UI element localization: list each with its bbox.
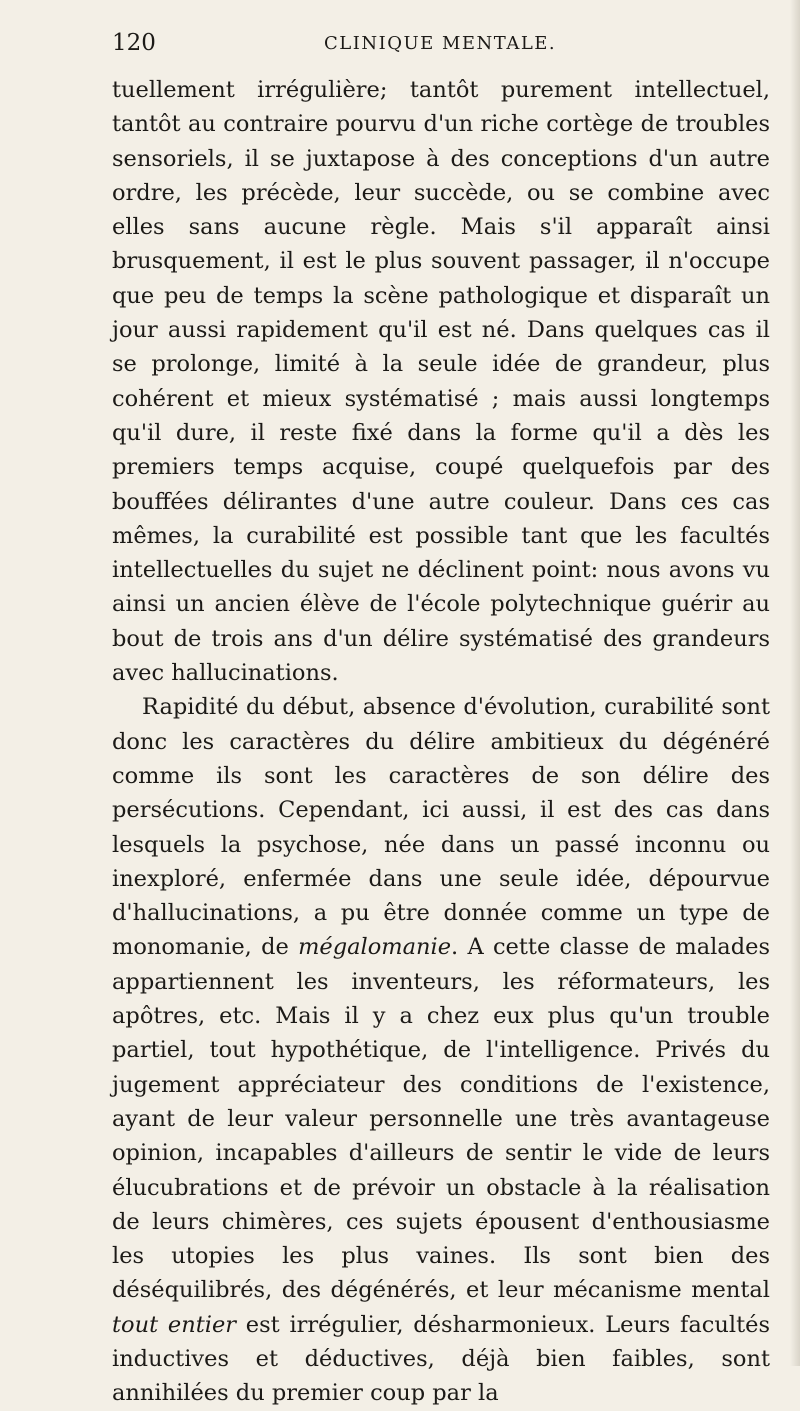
paragraph-text: . A cette classe de malades appartiennent les inventeurs, les réformateurs, les apôtres, etc. Mais il y a chez eux plus qu'un trouble partiel, tout hypothétique, de l'intelligence. Privés du jugement appréciateur des conditions de l'existence, ayant de leur valeur personnelle une très avantageuse opinion, incapables d'ailleurs de sentir le vide de leurs élucubrations et de prévoir un obstacle à la réalisation de leurs chimères, ces sujets épousent d'enthousiasme les utopies les plus vaines. Ils sont bien des déséquilibrés, des dégénérés, et leur mécanisme mental [112, 934, 770, 1304]
body-text [112, 73, 770, 1411]
paragraph-continuation [112, 73, 770, 690]
paragraph-text: Rapidité du début, absence d'évolution, curabilité sont donc les caractères du délire ambitieux du dégénéré comme ils sont les caractères de son délire des persécutions. Cependant, ici aussi, il est des cas dans lesquels la psychose, née dans un passé inconnu ou inexploré, enfermée dans une seule idée, dépourvue d'hallucinations, a pu être donnée comme un type de monomanie, de [112, 694, 770, 961]
page-header [112, 30, 762, 60]
page-number: 120 [112, 30, 156, 56]
italic-term-tout-entier: tout entier [112, 1311, 237, 1338]
paragraph-text: tuellement irrégulière; tantôt purement intellectuel, tantôt au contraire pourvu d'un riche cortège de troubles sensoriels, il se juxtapose à des conceptions d'un autre ordre, les précède, leur succède, ou se combine avec elles sans aucune règle. Mais s'il apparaît ainsi brusquement, il est le plus souvent passager, il n'occupe que peu de temps la scène pathologique et disparaît un jour aussi rapidement qu'il est né. Dans quelques cas il se prolonge, limité à la seule idée de grandeur, plus cohérent et mieux systématisé ; mais aussi longtemps qu'il dure, il reste fixé dans la forme qu'il a dès les premiers temps acquise, coupé quelquefois par des bouffées délirantes d'une autre couleur. Dans ces cas mêmes, la curabilité est possible tant que les facultés intellectuelles du sujet ne déclinent point: nous avons vu ainsi un ancien élève de l'école polytechnique guérir au bout de trois ans d'un délire systématisé des grandeurs avec hallucinations. [112, 77, 770, 687]
running-head: CLINIQUE MENTALE. [324, 33, 557, 54]
paragraph [112, 690, 770, 1410]
page-edge-shadow [790, 0, 800, 1366]
paragraph-text: est irrégulier, désharmonieux. Leurs facultés inductives et déductives, déjà bien faibles, sont annihilées du premier coup par la [112, 1311, 770, 1407]
italic-term-megalomanie: mégalomanie [298, 934, 452, 961]
